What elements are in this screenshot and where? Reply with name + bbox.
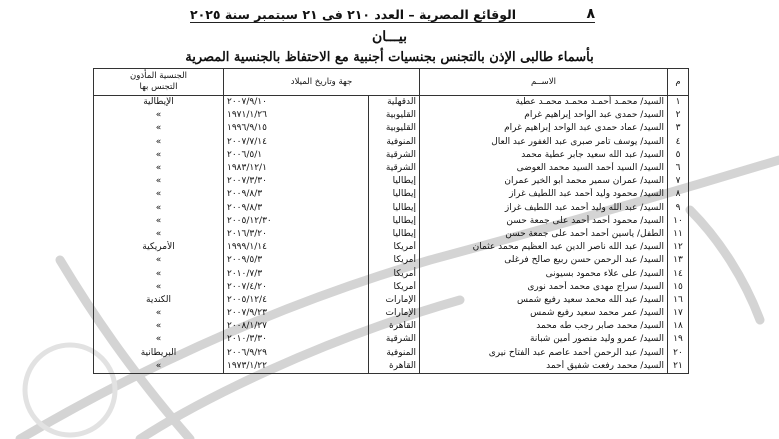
birth-date: ٢٠١٠/٣/٣٠	[224, 333, 369, 346]
table-row	[94, 307, 689, 320]
birth-date: ٢٠٠٧/٩/١٠	[224, 96, 369, 110]
header-nationality-line1: الجنسية المأذون	[130, 71, 187, 81]
nationality: »	[94, 281, 224, 294]
applicant-name: السيد/ محمد رفعت شفيق أحمد	[420, 360, 668, 374]
row-number: ١	[668, 96, 689, 110]
birth-place: إيطاليا	[369, 228, 420, 241]
row-number: ١٠	[668, 215, 689, 228]
table-row	[94, 320, 689, 333]
row-number: ٤	[668, 136, 689, 149]
row-number: ١٣	[668, 254, 689, 267]
birth-place: إيطاليا	[369, 175, 420, 188]
applicant-name: السيد/ سراج مهدى محمد أحمد نورى	[420, 281, 668, 294]
nationality: »	[94, 228, 224, 241]
birth-place: أمريكا	[369, 254, 420, 267]
birth-place: الشرقية	[369, 162, 420, 175]
nationality: »	[94, 188, 224, 201]
birth-date: ٢٠٠٧/٩/٢٣	[224, 307, 369, 320]
nationality: »	[94, 307, 224, 320]
birth-date: ١٩٧١/١/٢٦	[224, 109, 369, 122]
birth-date: ١٩٨٣/١٢/١	[224, 162, 369, 175]
table-row	[94, 162, 689, 175]
birth-date: ٢٠٠٦/٥/١	[224, 149, 369, 162]
nationality: »	[94, 254, 224, 267]
applicant-name: السيد/ محمـد أحمـد محمـد محمـد عطية	[420, 96, 668, 110]
birth-place: الدقهلية	[369, 96, 420, 110]
header-birth: جهة وتاريخ الميلاد	[224, 69, 420, 96]
birth-date: ٢٠٠٧/٧/١٤	[224, 136, 369, 149]
birth-place: القليوبية	[369, 122, 420, 135]
nationality: »	[94, 320, 224, 333]
applicant-name: السيد/ حمدى عبد الواحد إبراهيم غرام	[420, 109, 668, 122]
header-nationality	[94, 69, 224, 96]
table-row	[94, 241, 689, 254]
applicant-name: السيد/ محمود وليد أحمد عبد اللطيف غراز	[420, 188, 668, 201]
birth-date: ٢٠٠٩/٨/٣	[224, 202, 369, 215]
applicant-name: السيد/ محمد صابر رجب طه محمد	[420, 320, 668, 333]
birth-place: القاهرة	[369, 360, 420, 374]
row-number: ٢٠	[668, 347, 689, 360]
birth-date: ١٩٩٦/٩/١٥	[224, 122, 369, 135]
row-number: ٩	[668, 202, 689, 215]
row-number: ١١	[668, 228, 689, 241]
row-number: ١٥	[668, 281, 689, 294]
applicant-name: السيد/ عبد الله سعيد جابر عطية محمد	[420, 149, 668, 162]
document-subtitle: بأسماء طالبى الإذن بالتجنس بجنسيات أجنبية مع الاحتفاظ بالجنسية المصرية	[185, 50, 594, 65]
nationality: »	[94, 175, 224, 188]
table-row	[94, 254, 689, 267]
row-number: ٦	[668, 162, 689, 175]
birth-place: إيطاليا	[369, 202, 420, 215]
table-row	[94, 267, 689, 280]
birth-place: القليوبية	[369, 109, 420, 122]
nationality: »	[94, 267, 224, 280]
birth-date: ٢٠٠٩/٥/٣	[224, 254, 369, 267]
table-row	[94, 333, 689, 346]
table-row	[94, 202, 689, 215]
row-number: ٢	[668, 109, 689, 122]
birth-place: إيطاليا	[369, 188, 420, 201]
row-number: ١٢	[668, 241, 689, 254]
table-header-row	[94, 69, 689, 96]
table-row	[94, 96, 689, 110]
row-number: ١٨	[668, 320, 689, 333]
running-header	[190, 4, 595, 23]
row-number: ٣	[668, 122, 689, 135]
birth-place: الإمارات	[369, 294, 420, 307]
applicant-name: السيد/ يوسف تامر صبرى عبد الغفور عبد العال	[420, 136, 668, 149]
nationality: »	[94, 202, 224, 215]
birth-date: ٢٠٠٥/١٢/٣٠	[224, 215, 369, 228]
header-name: الاســم	[420, 69, 668, 96]
birth-place: الشرقية	[369, 333, 420, 346]
applicants-table	[93, 68, 689, 374]
applicant-name: السيد/ عماد حمدى عبد الواحد إبراهيم غرام	[420, 122, 668, 135]
birth-place: الإمارات	[369, 307, 420, 320]
applicant-name: السيد/ عمران سمير محمد أبو الخير عمران	[420, 175, 668, 188]
table-row	[94, 294, 689, 307]
row-number: ٧	[668, 175, 689, 188]
birth-date: ٢٠١٦/٣/٢٠	[224, 228, 369, 241]
nationality: »	[94, 136, 224, 149]
header-nationality-line2: التجنس بها	[139, 82, 178, 92]
table-row	[94, 149, 689, 162]
birth-date: ٢٠٠٨/١/٢٧	[224, 320, 369, 333]
row-number: ١٦	[668, 294, 689, 307]
nationality: الأمريكية	[94, 241, 224, 254]
applicant-name: السيد/ على علاء محمود بسيونى	[420, 267, 668, 280]
table-row	[94, 347, 689, 360]
birth-date: ٢٠٠٥/١٢/٤	[224, 294, 369, 307]
birth-date: ٢٠٠٧/٣/٣٠	[224, 175, 369, 188]
birth-place: المنوفية	[369, 136, 420, 149]
birth-place: القاهرة	[369, 320, 420, 333]
row-number: ١٤	[668, 267, 689, 280]
birth-date: ٢٠١٠/٧/٣	[224, 267, 369, 280]
table-row	[94, 109, 689, 122]
row-number: ٥	[668, 149, 689, 162]
birth-place: أمريكا	[369, 241, 420, 254]
page-number: ٨	[586, 6, 595, 22]
applicant-name: السيد/ عبد الله وليد أحمد عبد اللطيف غراز	[420, 202, 668, 215]
applicant-name: السيد/ عبد الرحمن حسن ربيع صالح فرغلى	[420, 254, 668, 267]
birth-place: إيطاليا	[369, 215, 420, 228]
birth-date: ١٩٧٣/١/٢٢	[224, 360, 369, 374]
applicant-name: السيد/ محمود أحمد أحمد على جمعة حسن	[420, 215, 668, 228]
gazette-info: الوقائع المصرية – العدد ٢١٠ فى ٢١ سبتمبر سنة ٢٠٢٥	[190, 7, 517, 22]
nationality: البريطانية	[94, 347, 224, 360]
applicant-name: السيد/ عبد الرحمن أحمد عاصم عبد الفتاح نيرى	[420, 347, 668, 360]
row-number: ٢١	[668, 360, 689, 374]
nationality: »	[94, 149, 224, 162]
birth-date: ٢٠٠٩/٨/٣	[224, 188, 369, 201]
document-title: بيـــان	[372, 29, 407, 45]
birth-date: ٢٠٠٦/٩/٢٩	[224, 347, 369, 360]
table-row	[94, 215, 689, 228]
nationality: »	[94, 360, 224, 374]
table-row	[94, 188, 689, 201]
applicant-name: السيد/ عمرو وليد منصور أمين شبانة	[420, 333, 668, 346]
nationality: الكندية	[94, 294, 224, 307]
row-number: ٨	[668, 188, 689, 201]
birth-place: الشرقية	[369, 149, 420, 162]
birth-place: أمريكا	[369, 267, 420, 280]
applicant-name: السيد/ عمر محمد سعيد رفيع شمس	[420, 307, 668, 320]
table-row	[94, 136, 689, 149]
applicant-name: السيد/ عبد الله ناصر الدين عبد العظيم محمد عثمان	[420, 241, 668, 254]
nationality: الإيطالية	[94, 96, 224, 110]
nationality: »	[94, 162, 224, 175]
birth-place: أمريكا	[369, 281, 420, 294]
table-row	[94, 360, 689, 374]
row-number: ١٧	[668, 307, 689, 320]
nationality: »	[94, 333, 224, 346]
birth-date: ٢٠٠٧/٤/٢٠	[224, 281, 369, 294]
table-row	[94, 281, 689, 294]
nationality: »	[94, 215, 224, 228]
table-row	[94, 228, 689, 241]
birth-date: ١٩٩٩/١/١٤	[224, 241, 369, 254]
nationality: »	[94, 109, 224, 122]
table-row	[94, 122, 689, 135]
nationality: »	[94, 122, 224, 135]
applicant-name: السيد/ السيد أحمد السيد محمد العوضى	[420, 162, 668, 175]
table-row	[94, 175, 689, 188]
applicant-name: الطفل/ ياسين أحمد أحمد على جمعة حسن	[420, 228, 668, 241]
row-number: ١٩	[668, 333, 689, 346]
birth-place: المنوفية	[369, 347, 420, 360]
applicant-name: السيد/ عبد الله محمد سعيد رفيع شمس	[420, 294, 668, 307]
header-num: م	[668, 69, 689, 96]
